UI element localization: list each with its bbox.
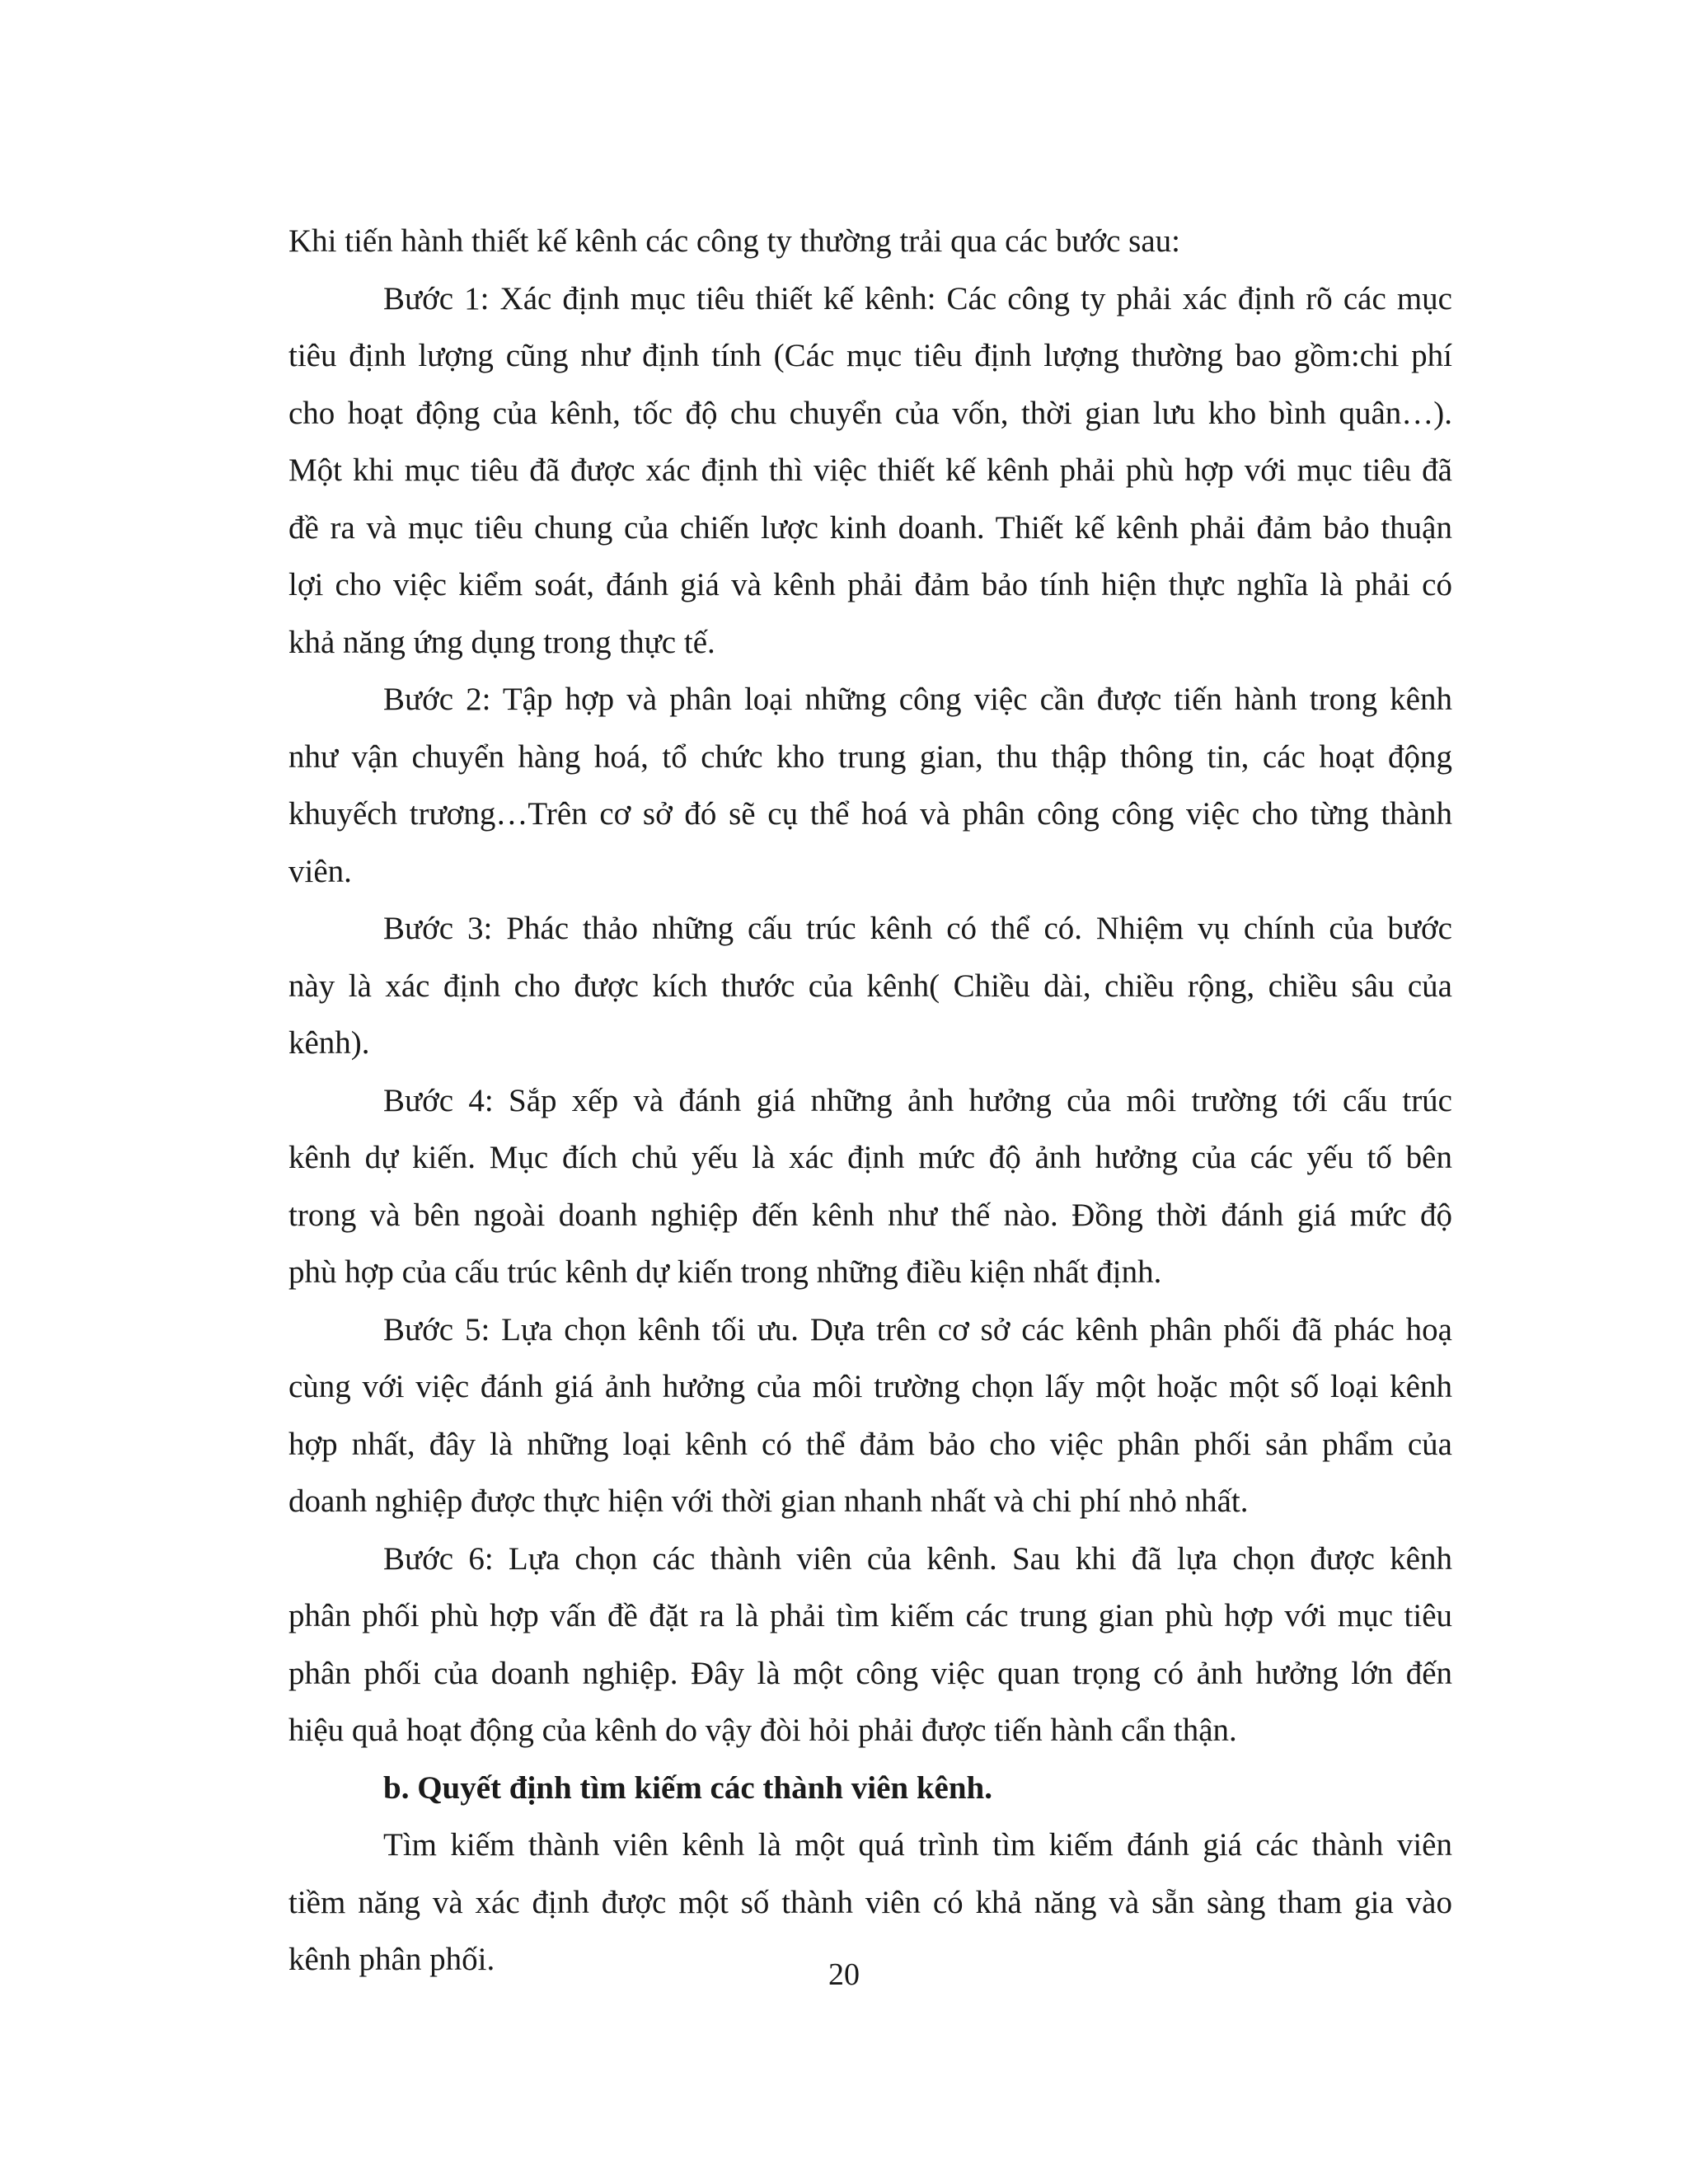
step-1-line: Bước 1: Xác định mục tiêu thiết kế kênh: Các công ty phải xác định rõ các mục [383, 280, 1452, 316]
section-paragraph-line: tiềm năng và xác định được một số thành viên có khả năng và sẵn sàng tham gia vào [288, 1884, 1452, 1920]
step-4-line: Bước 4: Sắp xếp và đánh giá những ảnh hưởng của môi trường tới cấu trúc [383, 1082, 1452, 1118]
step-2-line: Bước 2: Tập hợp và phân loại những công việc cần được tiến hành trong kênh [383, 682, 1452, 717]
step-5-line: doanh nghiệp được thực hiện với thời gian nhanh nhất và chi phí nhỏ nhất. [288, 1483, 1249, 1519]
step-1-line: cho hoạt động của kênh, tốc độ chu chuyển của vốn, thời gian lưu kho bình quân…). [288, 395, 1452, 431]
step-4-line: kênh dự kiến. Mục đích chủ yếu là xác định mức độ ảnh hưởng của các yếu tố bên [288, 1140, 1452, 1175]
step-1-line: đề ra và mục tiêu chung của chiến lược kinh doanh. Thiết kế kênh phải đảm bảo thuận [288, 509, 1452, 546]
step-5-line: Bước 5: Lựa chọn kênh tối ưu. Dựa trên cơ sở các kênh phân phối đã phác hoạ [383, 1311, 1452, 1347]
step-3-line: này là xác định cho được kích thước của kênh( Chiều dài, chiều rộng, chiều sâu của [288, 968, 1452, 1004]
step-5-line: hợp nhất, đây là những loại kênh có thể đảm bảo cho việc phân phối sản phẩm của [288, 1426, 1452, 1462]
section-heading: b. Quyết định tìm kiếm các thành viên kênh. [383, 1769, 992, 1806]
step-2-line: viên. [288, 853, 352, 889]
step-3-line: Bước 3: Phác thảo những cấu trúc kênh có thể có. Nhiệm vụ chính của bước [383, 911, 1452, 946]
step-1-line: Một khi mục tiêu đã được xác định thì việc thiết kế kênh phải phù hợp với mục tiêu đã [288, 452, 1452, 488]
step-1-line: tiêu định lượng cũng như định tính (Các mục tiêu định lượng thường bao gồm:chi phí [288, 338, 1452, 373]
step-6-line: phân phối của doanh nghiệp. Đây là một công việc quan trọng có ảnh hưởng lớn đến [288, 1655, 1452, 1691]
intro-line: Khi tiến hành thiết kế kênh các công ty thường trải qua các bước sau: [288, 223, 1181, 259]
step-6-line: Bước 6: Lựa chọn các thành viên của kênh. Sau khi đã lựa chọn được kênh [383, 1540, 1452, 1577]
step-2-line: khuyếch trương…Trên cơ sở đó sẽ cụ thể hoá và phân công công việc cho từng thành [288, 796, 1452, 832]
step-3-line: kênh). [288, 1025, 370, 1061]
document-body [288, 213, 1452, 1989]
page-number: 20 [828, 1957, 860, 1992]
step-2-line: như vận chuyển hàng hoá, tổ chức kho trung gian, thu thập thông tin, các hoạt động [288, 738, 1452, 775]
step-5-line: cùng với việc đánh giá ảnh hưởng của môi trường chọn lấy một hoặc một số loại kênh [288, 1369, 1452, 1404]
step-6-line: phân phối phù hợp vấn đề đặt ra là phải tìm kiếm các trung gian phù hợp với mục tiêu [288, 1598, 1452, 1633]
step-1-line: khả năng ứng dụng trong thực tế. [288, 624, 715, 660]
step-6-line: hiệu quả hoạt động của kênh do vậy đòi hỏi phải được tiến hành cẩn thận. [288, 1713, 1237, 1748]
step-4-line: phù hợp của cấu trúc kênh dự kiến trong những điều kiện nhất định. [288, 1254, 1162, 1290]
step-4-line: trong và bên ngoài doanh nghiệp đến kênh như thế nào. Đồng thời đánh giá mức độ [288, 1197, 1452, 1233]
section-paragraph-line: Tìm kiếm thành viên kênh là một quá trình tìm kiếm đánh giá các thành viên [383, 1827, 1452, 1863]
step-1-line: lợi cho việc kiểm soát, đánh giá và kênh phải đảm bảo tính hiện thực nghĩa là phải có [288, 567, 1452, 602]
section-paragraph-line: kênh phân phối. [288, 1942, 495, 1977]
